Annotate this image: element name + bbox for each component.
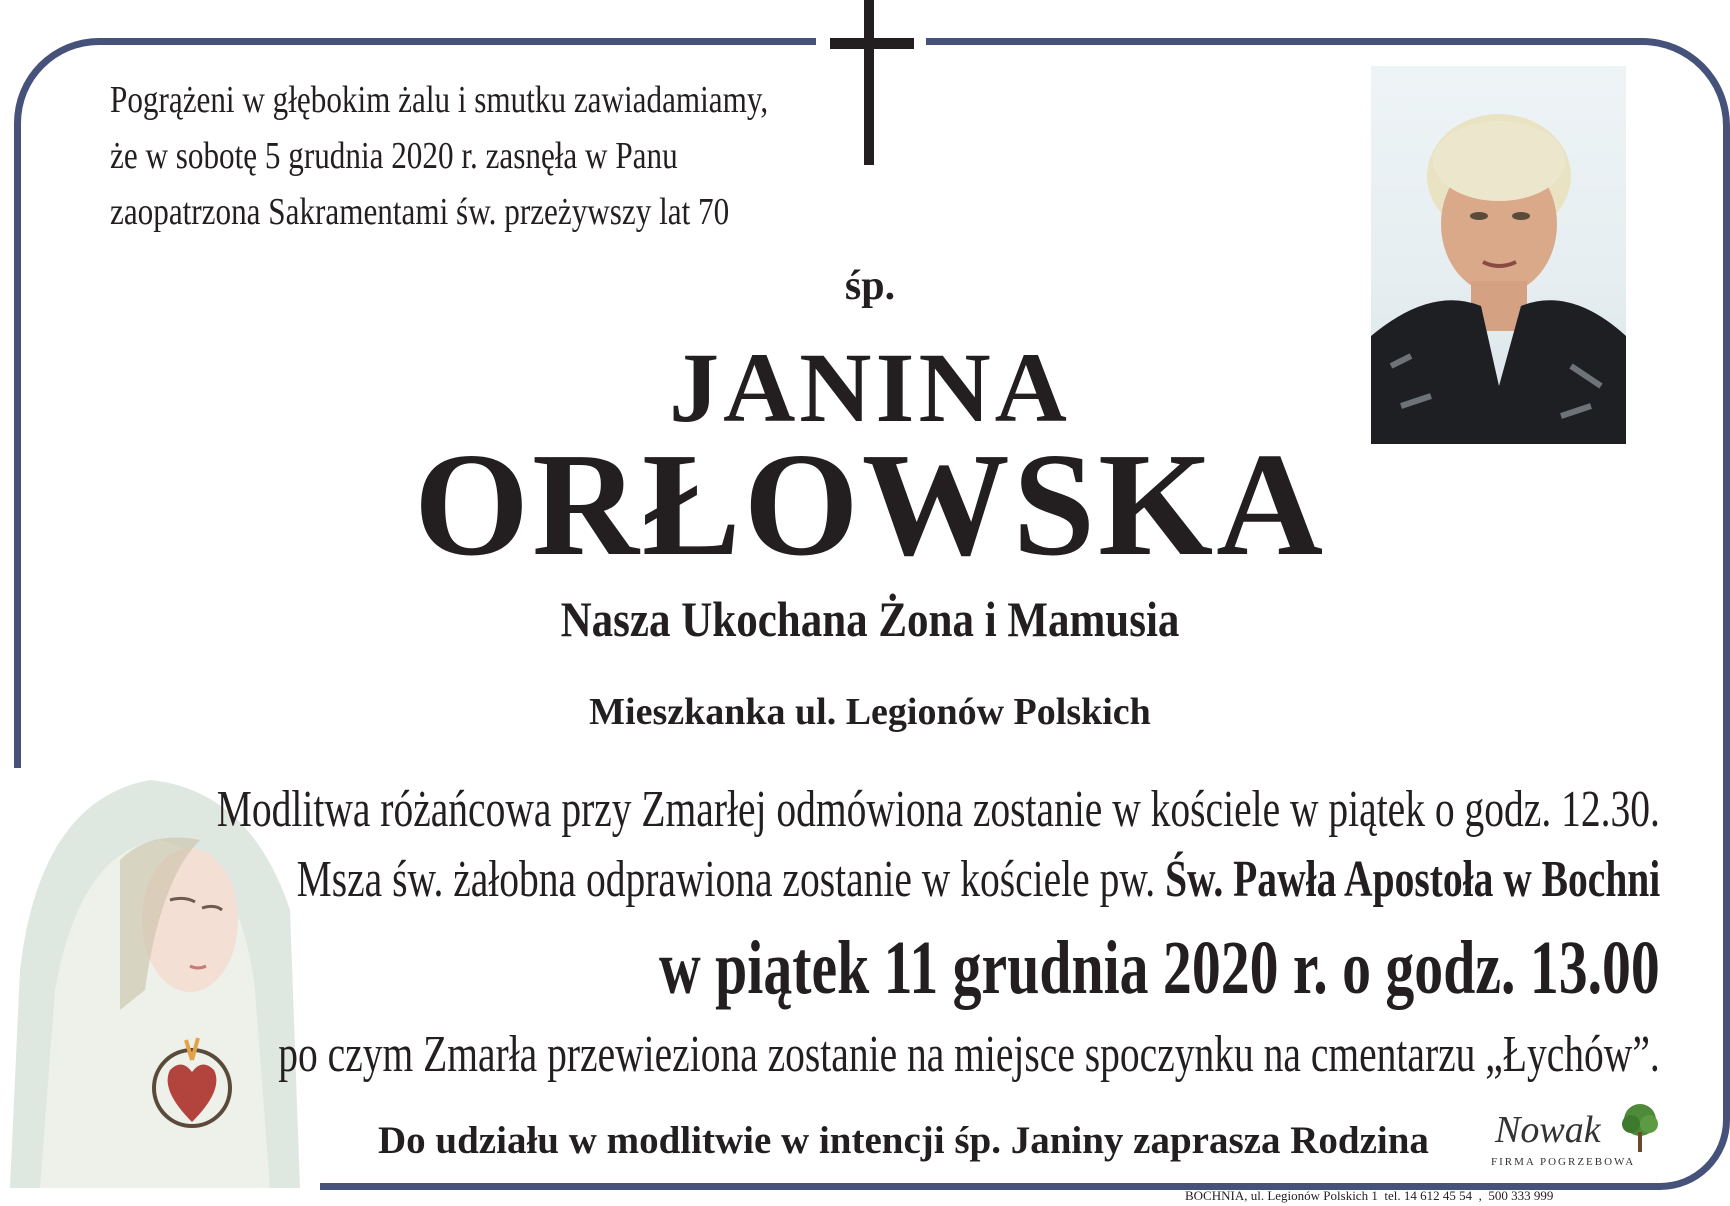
funeral-home-logo [1487,1108,1662,1170]
funeral-datetime: w piątek 11 grudnia 2020 r. o godz. 13.00 [659,926,1660,1010]
frame-top-right [926,38,1526,45]
intro-text [110,72,769,240]
footer-contact: BOCHNIA, ul. Legionów Polskich 1 tel. 14 612 45 54 , 500 333 999 [1185,1188,1554,1203]
cemetery-info: po czym Zmarła przewieziona zostanie na miejsce spoczynku na cmentarzu „Łychów”. [278,1026,1660,1083]
subtitle: Nasza Ukochana Żona i Mamusia [560,591,1180,647]
first-name: JANINA [669,332,1071,443]
intro-line: Pogrążeni w głębokim żalu i smutku zawiadamiamy, [110,79,769,121]
mass-text: Msza św. żałobna odprawiona zostanie w kościele pw. [296,851,1165,908]
mass-info [296,850,1660,909]
logo-name: Nowak [1495,1109,1601,1151]
invitation-line: Do udziału w modlitwie w intencji śp. Janiny zaprasza Rodzina [378,1119,1429,1162]
intro-line: że w sobotę 5 grudnia 2020 r. zasnęła w Panu [110,135,678,177]
rosary-info: Modlitwa różańcowa przy Zmarłej odmówiona zostanie w kościele w piątek o godz. 12.30. [216,781,1660,838]
prefix-sp: śp. [844,263,896,309]
intro-line: zaopatrzona Sakramentami św. przeżywszy lat 70 [110,191,730,233]
church-name: Św. Pawła Apostoła w Bochni [1164,851,1660,908]
residence-line: Mieszkanka ul. Legionów Polskich [589,691,1151,733]
logo-subtitle: FIRMA POGRZEBOWA [1491,1156,1636,1168]
tree-icon [1619,1102,1661,1158]
frame-top-left [174,38,816,45]
last-name: ORŁOWSKA [413,423,1327,587]
